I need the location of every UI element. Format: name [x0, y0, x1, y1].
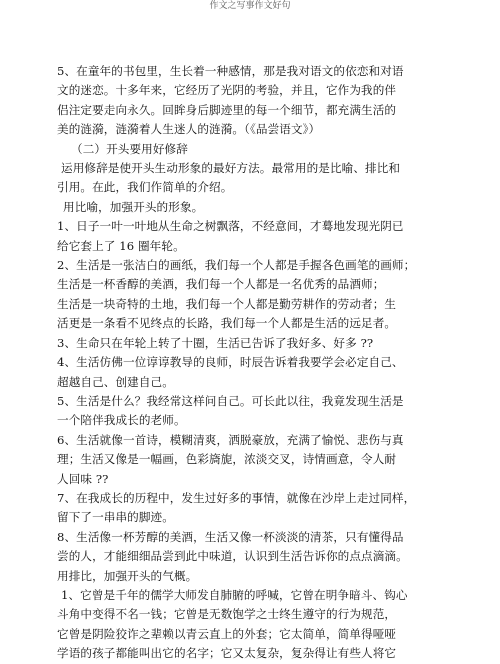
paragraph-line: 它曾是阴险狡诈之辈赖以青云直上的外套；它太简单，简单得哑哑: [57, 626, 397, 641]
paragraph-line: 留下了一串串的脚迹。: [57, 510, 174, 525]
paragraph-line: 4、生活仿佛一位谆谆教导的良师，时辰告诉着我要学会必定自己、: [57, 355, 404, 370]
paragraph-line: 3、生命只在年轮上转了十圈，生活已告诉了我好多、好多 ??: [57, 335, 374, 350]
paragraph-line: 引用。在此，我们作简单的介绍。: [57, 180, 233, 195]
paragraph-line: 学语的孩子都能叫出它的名字；它又太复杂，复杂得让有些人将它: [57, 646, 397, 661]
paragraph-line: 5、生活是什么？我经常这样问自己。可长此以往，我竟发现生活是: [57, 393, 404, 408]
paragraph-line: 1、它曾是千年的儒学大师发自肺腑的呼喊，它曾在明争暗斗、钩心: [61, 587, 408, 602]
paragraph-line: 超越自己、创建自己。: [57, 374, 174, 389]
paragraph-line: 8、生活像一杯芳醇的美酒，生活又像一杯淡淡的清茶，只有懂得品: [57, 529, 404, 544]
paragraph-line: 文的迷恋。十多年来，它经历了光阴的考验，并且，它作为我的伴: [57, 83, 397, 98]
paragraph-line: 给它套上了 16 圈年轮。: [57, 238, 185, 253]
page-header: 作文之写事作文好句: [209, 1, 291, 11]
subheading: 用排比，加强开头的气概。: [57, 568, 198, 583]
paragraph-line: 斗角中变得不名一钱；它曾是无数饱学之士终生遵守的行为规范，: [57, 607, 397, 622]
paragraph-line: 7、在我成长的历程中，发生过好多的事情，就像在沙岸上走过同样，: [57, 490, 416, 505]
paragraph-line: 活更是一条看不见终点的长路，我们每一个人都是生活的远足者。: [57, 316, 397, 331]
paragraph-line: 生活是一杯香醇的美酒，我们每一个人都是一名优秀的品酒师；: [57, 277, 385, 292]
paragraph-line: 一个陪伴我成长的老师。: [57, 413, 186, 428]
paragraph-line: 美的涟漪，涟漪着人生迷人的涟漪。（《品尝语文》）: [57, 122, 321, 137]
paragraph-line: 人回味 ??: [57, 471, 109, 486]
section-heading: （二）开头要用好修辞: [71, 141, 188, 156]
document-body: [57, 62, 445, 664]
paragraph-line: 理；生活又像是一幅画，色彩旖旎，浓淡交叉，诗情画意，令人耐: [57, 452, 397, 467]
paragraph-line: 侣注定要走向永久。回眸身后脚迹里的每一个细节，都充满生活的: [57, 102, 397, 117]
paragraph-line: 6、生活就像一首诗，模糊清爽，洒脱豪放，充满了愉悦、悲伤与真: [57, 432, 404, 447]
paragraph-line: 尝的人，才能细细品尝到此中味道，认识到生活告诉你的点点滴滴。: [57, 549, 408, 564]
paragraph-line: 生活是一块奇特的土地，我们每一个人都是勤劳耕作的劳动者；生: [57, 296, 397, 311]
subheading: 用比喻，加强开头的形象。: [63, 199, 204, 214]
paragraph-line: 5、在童年的书包里，生长着一种感情，那是我对语文的依恋和对语: [57, 64, 404, 78]
paragraph-line: 1、日子一叶一叶地从生命之树飘落，不经意间，才蓦地发现光阴已: [57, 219, 404, 234]
paragraph-line: 2、生活是一张洁白的画纸，我们每一个人都是手握各色画笔的画师；: [57, 258, 416, 273]
paragraph-line: 运用修辞是使开头生动形象的最好方法。最常用的是比喻、排比和: [61, 161, 401, 176]
